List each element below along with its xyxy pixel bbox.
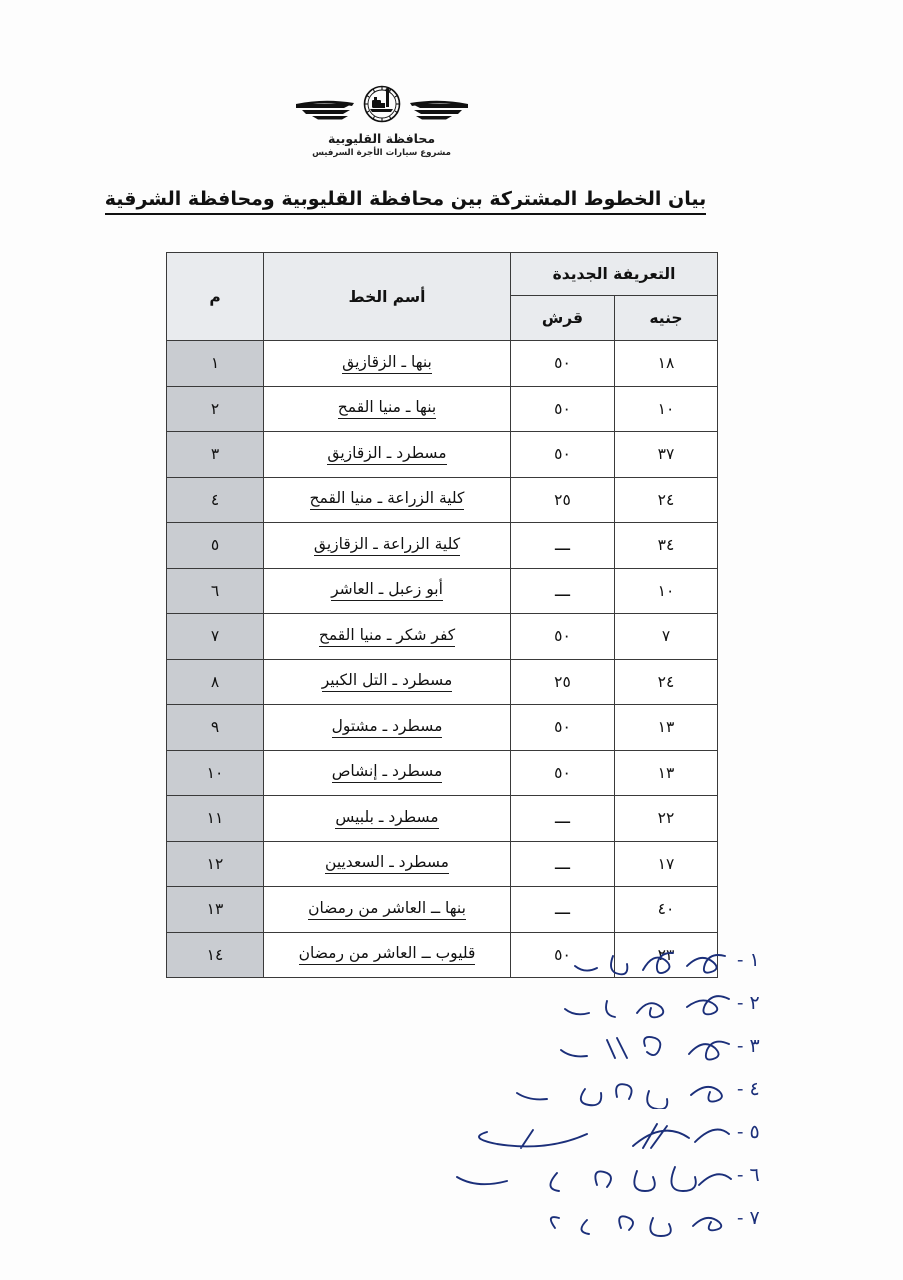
cell-pound: ١٨ — [615, 341, 718, 387]
signature-row — [143, 1110, 783, 1153]
cell-row-number: ٨ — [167, 659, 264, 705]
table-row — [167, 659, 718, 705]
table-row — [167, 523, 718, 569]
letterhead-governorate: محافظة القليوبية — [327, 131, 436, 146]
signature-ink-icon — [437, 1112, 737, 1152]
table-row — [167, 568, 718, 614]
cell-row-number: ١١ — [167, 796, 264, 842]
line-name-text: كلية الزراعة ـ الزقازيق — [314, 535, 460, 556]
signature-row — [143, 1153, 783, 1196]
signature-number: ٦ - — [737, 1163, 760, 1186]
cell-pound: ٤٠ — [615, 887, 718, 933]
cell-line-name — [264, 750, 511, 796]
cell-line-name — [264, 523, 511, 569]
cell-qirsh: ٥٠ — [511, 432, 615, 478]
line-name-text: كفر شكر ـ منيا القمح — [319, 626, 455, 647]
cell-row-number: ١٠ — [167, 750, 264, 796]
signature-number: ٣ - — [737, 1034, 760, 1057]
header-line-name: أسم الخط — [264, 253, 511, 341]
signature-ink-icon — [437, 1069, 737, 1109]
table-row — [167, 432, 718, 478]
signature-row — [143, 1067, 783, 1110]
cell-pound: ١٠ — [615, 386, 718, 432]
page-title-text: بيان الخطوط المشتركة بين محافظة القليوبية ومحافظة الشرقية — [105, 188, 707, 215]
table-row — [167, 796, 718, 842]
signature-row — [143, 938, 783, 981]
signature-row — [143, 1024, 783, 1067]
cell-row-number: ١٣ — [167, 887, 264, 933]
cell-row-number: ٩ — [167, 705, 264, 751]
line-name-text: بنها ـ الزقازيق — [342, 353, 432, 374]
signature-mark — [143, 1026, 737, 1066]
line-name-text: بنها ــ العاشر من رمضان — [308, 899, 466, 920]
cell-row-number: ٣ — [167, 432, 264, 478]
signature-number: ٤ - — [737, 1077, 760, 1100]
cell-line-name — [264, 432, 511, 478]
table-row — [167, 614, 718, 660]
cell-line-name — [264, 614, 511, 660]
cell-qirsh: ٥٠ — [511, 932, 615, 978]
cell-qirsh: ٥٠ — [511, 705, 615, 751]
signature-number: ٧ - — [737, 1206, 760, 1229]
signature-mark — [143, 1069, 737, 1109]
table-row — [167, 841, 718, 887]
header-pound: جنيه — [615, 296, 718, 341]
cell-line-name — [264, 341, 511, 387]
cell-row-number: ١ — [167, 341, 264, 387]
cell-row-number: ١٤ — [167, 932, 264, 978]
table-row — [167, 386, 718, 432]
cell-row-number: ١٢ — [167, 841, 264, 887]
table-row — [167, 477, 718, 523]
cell-qirsh: ـــ — [511, 796, 615, 842]
cell-pound: ٢٤ — [615, 477, 718, 523]
signature-ink-icon — [437, 983, 737, 1023]
cell-pound: ١٧ — [615, 841, 718, 887]
cell-pound: ٢٤ — [615, 659, 718, 705]
signature-row — [143, 981, 783, 1024]
line-name-text: مسطرد ـ السعديين — [325, 853, 449, 874]
cell-line-name — [264, 386, 511, 432]
cell-qirsh: ٥٠ — [511, 614, 615, 660]
cell-pound: ٢٢ — [615, 796, 718, 842]
cell-row-number: ٦ — [167, 568, 264, 614]
tariff-table-wrapper — [167, 252, 718, 978]
letterhead — [0, 82, 903, 158]
table-header — [167, 253, 718, 341]
line-name-text: مسطرد ـ مشتول — [332, 717, 443, 738]
cell-pound: ١٣ — [615, 750, 718, 796]
cell-line-name — [264, 659, 511, 705]
signature-row — [143, 1196, 783, 1239]
cell-line-name — [264, 841, 511, 887]
table-row — [167, 341, 718, 387]
signature-mark — [143, 1112, 737, 1152]
line-name-text: مسطرد ـ إنشاص — [332, 762, 443, 783]
header-qirsh: قرش — [511, 296, 615, 341]
cell-line-name — [264, 477, 511, 523]
signature-number: ٥ - — [737, 1120, 760, 1143]
signature-mark — [143, 983, 737, 1023]
cell-pound: ٧ — [615, 614, 718, 660]
cell-pound: ١٣ — [615, 705, 718, 751]
cell-qirsh: ـــ — [511, 523, 615, 569]
line-name-text: كلية الزراعة ـ منيا القمح — [310, 489, 465, 510]
signature-list — [143, 938, 783, 1239]
tariff-table — [166, 252, 718, 978]
cell-qirsh: ـــ — [511, 887, 615, 933]
cell-line-name — [264, 705, 511, 751]
header-number: م — [167, 253, 264, 341]
cell-qirsh: ـــ — [511, 841, 615, 887]
cell-line-name — [264, 796, 511, 842]
cell-row-number: ٧ — [167, 614, 264, 660]
table-body — [167, 341, 718, 978]
table-row — [167, 750, 718, 796]
letterhead-department: مشروع سيارات الأجرة السرفيس — [312, 148, 451, 158]
signature-number: ٢ - — [737, 991, 760, 1014]
signature-ink-icon — [437, 1198, 737, 1238]
table-row — [167, 705, 718, 751]
line-name-text: مسطرد ـ الزقازيق — [327, 444, 446, 465]
cell-qirsh: ٢٥ — [511, 477, 615, 523]
signature-ink-icon — [437, 1026, 737, 1066]
cell-pound: ٣٤ — [615, 523, 718, 569]
signature-mark — [143, 1155, 737, 1195]
cell-row-number: ٥ — [167, 523, 264, 569]
table-header-row-1 — [167, 253, 718, 296]
cell-line-name — [264, 568, 511, 614]
cell-row-number: ٤ — [167, 477, 264, 523]
cell-line-name — [264, 887, 511, 933]
cell-pound: ٢٣ — [615, 932, 718, 978]
cell-qirsh: ـــ — [511, 568, 615, 614]
signature-number: ١ - — [737, 948, 760, 971]
cell-pound: ١٠ — [615, 568, 718, 614]
cell-qirsh: ٥٠ — [511, 341, 615, 387]
header-tariff-group: التعريفة الجديدة — [511, 253, 718, 296]
cell-pound: ٣٧ — [615, 432, 718, 478]
line-name-text: قليوب ــ العاشر من رمضان — [299, 944, 476, 965]
winged-badge-emblem-icon — [294, 82, 470, 130]
line-name-text: مسطرد ـ بلبيس — [335, 808, 438, 829]
line-name-text: مسطرد ـ التل الكبير — [322, 671, 453, 692]
signature-mark — [143, 940, 737, 980]
page-title — [0, 188, 903, 215]
cell-qirsh: ٥٠ — [511, 750, 615, 796]
signature-ink-icon — [437, 1155, 737, 1195]
line-name-text: بنها ـ منيا القمح — [338, 398, 436, 419]
logo-block — [287, 82, 477, 158]
signature-ink-icon — [437, 940, 737, 980]
cell-row-number: ٢ — [167, 386, 264, 432]
table-row — [167, 887, 718, 933]
signature-mark — [143, 1198, 737, 1238]
line-name-text: أبو زعبل ـ العاشر — [331, 580, 443, 601]
cell-qirsh: ٢٥ — [511, 659, 615, 705]
cell-qirsh: ٥٠ — [511, 386, 615, 432]
